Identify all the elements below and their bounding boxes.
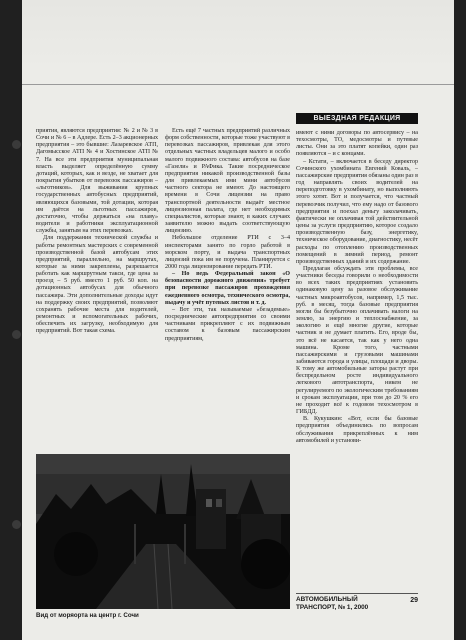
text-column-3: [296, 130, 418, 586]
city-photo-image: [36, 454, 290, 609]
magazine-name: АВТОМОБИЛЬНЫЙ: [296, 596, 358, 603]
paragraph: Небольшое отделение РТИ с 3–4 инспекторами занято по горло работой в морском порту, и выдача транспортных лицензий пока им не поручена. Планируется с 2000 года лицензирование передать РТИ.: [165, 235, 290, 270]
text-column-1: [36, 128, 158, 444]
photo-caption: Вид от моряорта на центр г. Сочи: [36, 612, 139, 619]
section-rubric: ВЫЕЗДНАЯ РЕДАКЦИЯ: [296, 113, 418, 124]
punch-hole: [12, 520, 21, 529]
paragraph: – Вот эти, так называемые «безадемые» посреднические автопредприятия со своими частниками прикрепляют с их подвижным составом к базовым пассажирским предприятиям,: [165, 306, 290, 342]
page-top-margin: [22, 0, 454, 70]
text-column-2: [165, 128, 290, 444]
issue-info: ТРАНСПОРТ, № 1, 2000: [296, 604, 369, 611]
paragraph: приятия, являются предприятия: № 2 и № 3 в Сочи и № 6 – в Адлере. Есть 2–3 акционерных предприятия – это бывшие: Лазаревское АТП, Дагомысское АТП № 4 и Хостинское АТП № 7. На все эти предприятия муниципальная власть выделяет определённую сумму дотаций, которых, как и везде, не хватает для покрытия убытков от перевозок пассажиров – «льготников». Для выживания крупных государственных автобусных предприятий, являющихся базовыми, той дотации, которая им даётся на льготных пассажиров, достаточно, чтобы держаться «на плаву» водители и работники эксплуатационной службы, занятым на этих перевозках.: [36, 128, 158, 235]
paragraph: В. Кукушкин: «Вот, если бы базовые предприятия объединились по вопросам обслуживания прикреплённых к ним автомобилей и установи-: [296, 416, 418, 444]
page-footer: [296, 593, 418, 612]
paragraph: Есть ещё 7 частных предприятий различных форм собственности, которые тоже участвуют в перевозках пассажиров, привлекая для этого отдельных частных владельцев малого и особо малого подвижного состава: автобусов на базе «Газели» и РАФика. Такие посредническое предприятия никакой производственной базы для привлекаемых ими мини автобусов частного сектора не имеют. До настоящего времени в Сочи лицензии на право транспортной деятельности выдаёт местное лицензионная палата, где нет необходимых специалистов, которые знают, в каких случаях заявителю можно выдать соответствующую лицензию.: [165, 128, 290, 235]
paragraph: – Кстати, – включается в беседу директор Сочинского ухомбината Евгений Коваль, – пассажирские предприятия обязаны один раз в год направлять своих водителей на переподготовку в ухомбинату, но выполняють этого хотят. Вот и получается, что частный перевозчик получил, что ему надо от базового предприятия и поехал деньгу заколачивать, фактически не оплачивая той действительной цены за услуги предприятию, которое создало производственную базу, энергетику, техническое оборудование, диагностику, несёт расходы по отоплению производственных помещений в зимний период, ремонт производственных зданий и их содержание.: [296, 158, 418, 265]
paragraph: Для поддержания технической службы и работы ремонтных мастерских с современной производственной базой автобусам этих предприятий, параллельно, на маршрутах, которые за ними закреплены, разрешается работать как маршрутным такси, где цена за проезд – 5 руб. вместо 1 руб. 50 коп. на дотационных автобусах для обычного пассажира. Эти дополнительные доходы идут на поддержку своих предприятий, позволяют сохранять рабочие места для водителей, ремонтных и вспомогательных рабочих, обеспечить их загрузку, необходимую для предприятий. Вот такая схема.: [36, 235, 158, 335]
punch-hole: [12, 140, 21, 149]
city-photo: [36, 454, 290, 609]
paragraph: Предлагая обсуждать эти проблемы, все участники беседы говорили о необходимости во всех таких предприятиях установить одинаковую цену за разовое обслуживание частных микроавтобусов, например, 1,5 тыс. руб. в месяц, тогда базовые предприятия могли бы безубыточно оплачивать налоги на землю, за энергию и теплоснабжение, за экологию и ещё многие другие, которые частник и не думает платить. Его, вроде бы, это всё не касается, так как у него одна машина. Кроме того, частными пассажирскими и грузовыми машинами забиваются города и улицы, площади и дворы. К тому же автомобильные заторы растут при беспредельном росте индивидуального легкового автотранспорта, никем не регулируемого по экологическим требованиям и срокам эксплуатации, при том до 20 % его не проходит всё к годовом техосмотром в ГИБДД.: [296, 265, 418, 416]
fold-line: [22, 84, 454, 85]
question-paragraph: – Но ведь Федеральный закон «О безопасности дорожного движения» требует при перевозке пассажиров прохождения ежедневного осмотра, технического осмотра, выдачу и учёт путевых листов и т. д.: [165, 271, 290, 306]
page-number: 29: [410, 597, 418, 604]
punch-hole: [12, 330, 21, 339]
paragraph: имеют с ними договоры по автосервису – на техосмотры, ТО, медосмотры и путевые листы. Они за это платят копейки, один раз появляются – и с концами.: [296, 130, 418, 158]
